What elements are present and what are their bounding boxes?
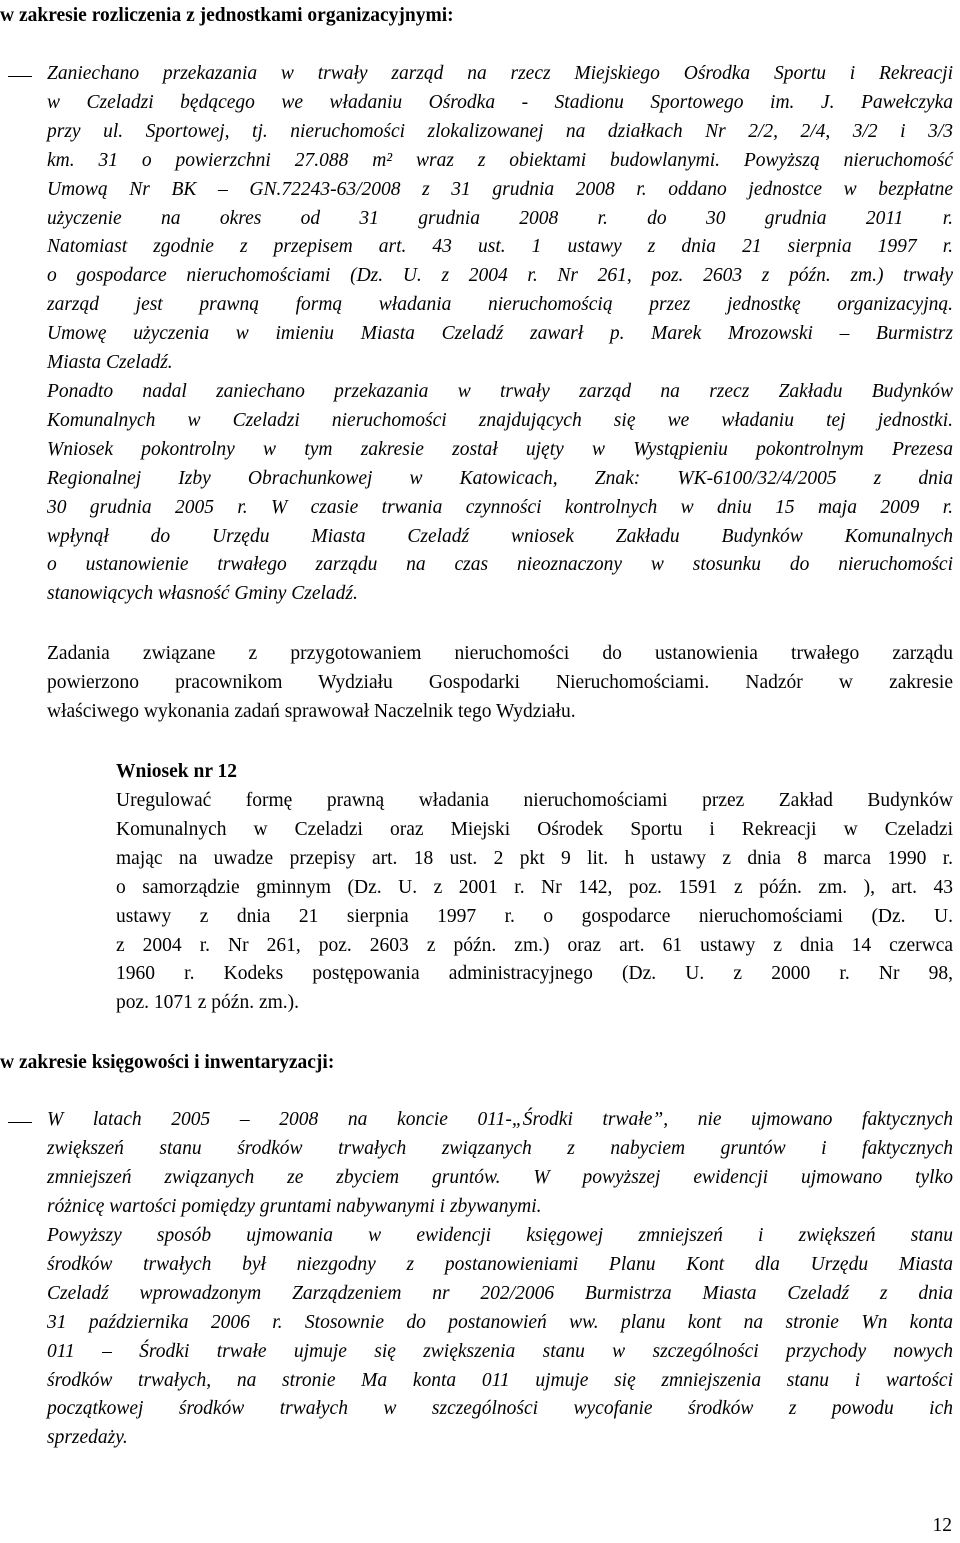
text-line: o gospodarce nieruchomościami (Dz. U. z 2004 r. Nr 261, poz. 2603 z późn. zm.) trwały bbox=[47, 265, 953, 287]
text-line: W latach 2005 – 2008 na koncie 011-„Środki trwałe”, nie ujmowano faktycznych bbox=[47, 1109, 953, 1130]
section-heading-accounting: w zakresie księgowości i inwentaryzacji: bbox=[0, 1052, 335, 1073]
text-line: środków trwałych był niezgodny z postanowieniami Planu Kont dla Urzędu Miasta bbox=[47, 1253, 953, 1275]
text-line: Czeladź wprowadzonym Zarządzeniem nr 202/2006 Burmistrza Miasta Czeladź z dnia bbox=[47, 1282, 953, 1304]
accounting-finding-paragraph bbox=[47, 1106, 953, 1222]
recommendation-paragraph bbox=[116, 787, 953, 1018]
responsibility-paragraph bbox=[47, 640, 953, 727]
text-line: użyczenie na okres od 31 grudnia 2008 r. do 30 grudnia 2011 r. bbox=[47, 207, 953, 229]
text-line: Uregulować formę prawną władania nieruchomościami przez Zakład Budynków bbox=[116, 790, 953, 811]
finding-paragraph bbox=[47, 60, 953, 378]
text-line: o samorządzie gminnym (Dz. U. z 2001 r. Nr 142, poz. 1591 z późn. zm. ), art. 43 bbox=[116, 876, 953, 898]
text-line: o ustanowienie trwałego zarządu na czas nieoznaczony w stosunku do nieruchomości bbox=[47, 554, 953, 576]
text-line: Powyższy sposób ujmowania w ewidencji księgowej zmniejszeń i zwiększeń stanu bbox=[47, 1225, 953, 1246]
text-line: Zadania związane z przygotowaniem nieruchomości do ustanowienia trwałego zarządu bbox=[47, 643, 953, 664]
text-line: ustawy z dnia 21 sierpnia 1997 r. o gospodarce nieruchomościami (Dz. U. bbox=[116, 905, 953, 927]
text-line: Miasta Czeladź. bbox=[47, 352, 173, 374]
text-line: sprzedaży. bbox=[47, 1427, 128, 1449]
text-line: stanowiących własność Gminy Czeladź. bbox=[47, 583, 358, 605]
text-line: zarząd jest prawną formą władania nieruchomością przez jednostkę organizacyjną. bbox=[47, 294, 953, 316]
text-line: Komunalnych w Czeladzi oraz Miejski Ośrodek Sportu i Rekreacji w Czeladzi bbox=[116, 818, 953, 840]
text-line: 30 grudnia 2005 r. W czasie trwania czynności kontrolnych w dniu 15 maja 2009 r. bbox=[47, 496, 953, 518]
page-number: 12 bbox=[932, 1515, 952, 1537]
text-line: 1960 r. Kodeks postępowania administracyjnego (Dz. U. z 2000 r. Nr 98, bbox=[116, 963, 953, 985]
text-line: Umową Nr BK – GN.72243-63/2008 z 31 grudnia 2008 r. oddano jednostce w bezpłatne bbox=[47, 178, 953, 200]
text-line: wpłynął do Urzędu Miasta Czeladź wniosek Zakładu Budynków Komunalnych bbox=[47, 525, 953, 547]
text-line: Wniosek pokontrolny w tym zakresie został ujęty w Wystąpieniu pokontrolnym Prezesa bbox=[47, 438, 953, 460]
text-line: Ponadto nadal zaniechano przekazania w trwały zarząd na rzecz Zakładu Budynków bbox=[47, 381, 953, 402]
text-line: 31 października 2006 r. Stosownie do postanowień ww. planu kont na stronie Wn konta bbox=[47, 1311, 953, 1333]
text-line: powierzono pracownikom Wydziału Gospodarki Nieruchomościami. Nadzór w zakresie bbox=[47, 671, 953, 693]
section-heading-settlements: w zakresie rozliczenia z jednostkami organizacyjnymi: bbox=[0, 5, 454, 26]
list-dash bbox=[8, 1122, 32, 1123]
recommendation-title: Wniosek nr 12 bbox=[116, 761, 237, 782]
finding-paragraph-continued bbox=[47, 378, 953, 609]
text-line: poz. 1071 z późn. zm.). bbox=[116, 992, 300, 1014]
text-line: w Czeladzi będącego we władaniu Ośrodka - Stadionu Sportowego im. J. Pawełczyka bbox=[47, 91, 953, 113]
text-line: środków trwałych, na stronie Ma konta 011 ujmuje się zmniejszenia stanu i wartości bbox=[47, 1369, 953, 1391]
text-line: km. 31 o powierzchni 27.088 m² wraz z obiektami budowlanymi. Powyższą nieruchomość bbox=[47, 149, 953, 171]
text-line: właściwego wykonania zadań sprawował Naczelnik tego Wydziału. bbox=[47, 700, 576, 722]
text-line: zwiększeń stanu środków trwałych związanych z nabyciem gruntów i faktycznych bbox=[47, 1137, 953, 1159]
text-line: Natomiast zgodnie z przepisem art. 43 ust. 1 ustawy z dnia 21 sierpnia 1997 r. bbox=[47, 236, 953, 258]
text-line: początkowej środków trwałych w szczególności wycofanie środków z powodu ich bbox=[47, 1398, 953, 1420]
text-line: Zaniechano przekazania w trwały zarząd na rzecz Miejskiego Ośrodka Sportu i Rekreacji bbox=[47, 63, 953, 84]
text-line: Umowę użyczenia w imieniu Miasta Czeladź zawarł p. Marek Mrozowski – Burmistrz bbox=[47, 323, 953, 345]
list-dash bbox=[8, 76, 32, 77]
text-line: zmniejszeń związanych ze zbyciem gruntów. W powyższej ewidencji ujmowano tylko bbox=[47, 1166, 953, 1188]
text-line: mając na uwadze przepisy art. 18 ust. 2 pkt 9 lit. h ustawy z dnia 8 marca 1990 r. bbox=[116, 847, 953, 869]
text-line: 011 – Środki trwałe ujmuje się zwiększenia stanu w szczególności przychody nowych bbox=[47, 1340, 953, 1362]
text-line: Komunalnych w Czeladzi nieruchomości znajdujących się we władaniu tej jednostki. bbox=[47, 409, 953, 431]
text-line: różnicę wartości pomiędzy gruntami nabywanymi i zbywanymi. bbox=[47, 1195, 542, 1217]
text-line: Regionalnej Izby Obrachunkowej w Katowicach, Znak: WK-6100/32/4/2005 z dnia bbox=[47, 467, 953, 489]
text-line: z 2004 r. Nr 261, poz. 2603 z późn. zm.) oraz art. 61 ustawy z dnia 14 czerwca bbox=[116, 934, 953, 956]
accounting-finding-paragraph-continued bbox=[47, 1222, 953, 1453]
text-line: przy ul. Sportowej, tj. nieruchomości zlokalizowanej na działkach Nr 2/2, 2/4, 3/2 i 3/3 bbox=[47, 120, 953, 142]
